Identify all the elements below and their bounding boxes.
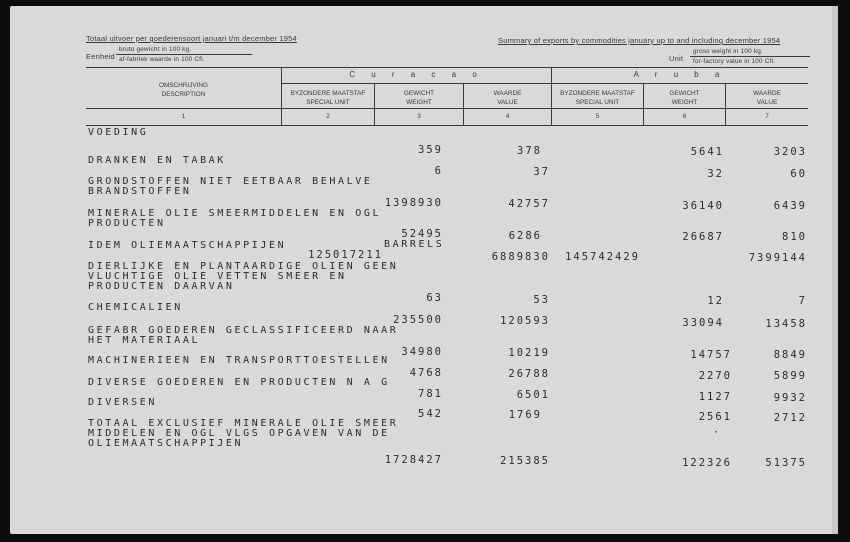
cell-curacao-weight: 34980 bbox=[401, 346, 443, 358]
column-weight-aruba: GEWICHT WEIGHT bbox=[669, 90, 700, 106]
row-description: TOTAAL EXCLUSIEF MINERALE OLIE SMEER bbox=[88, 418, 399, 429]
column-number-7: 7 bbox=[765, 113, 769, 120]
row-description: MIDDELEN EN OGL VLGS OPGAVEN VAN DE bbox=[88, 428, 390, 439]
row-description: DIVERSE GOEDEREN EN PRODUCTEN N A G bbox=[88, 377, 390, 388]
row-description: BRANDSTOFFEN bbox=[88, 186, 192, 197]
cell-aruba-weight: 36140 bbox=[682, 200, 724, 212]
unit-english-weight: gross weight in 100 kg. bbox=[693, 48, 763, 55]
row-description: PRODUCTEN bbox=[88, 218, 166, 229]
column-weight-curacao: GEWICHT WEIGHT bbox=[403, 90, 435, 106]
cell-aruba-weight: 5641 bbox=[690, 146, 724, 158]
row-description: GRONDSTOFFEN NIET EETBAAR BEHALVE bbox=[88, 176, 373, 187]
row-description: DIVERSEN bbox=[88, 397, 157, 408]
cell-aruba-value: 51375 bbox=[765, 457, 807, 469]
group-header-aruba: A r u b a bbox=[633, 70, 727, 79]
cell-curacao-value: 6286 bbox=[508, 230, 542, 242]
document-page bbox=[10, 6, 838, 534]
title-dutch: Totaal uitvoer per goederensoort januari t/m december 1954 bbox=[86, 34, 297, 43]
cell-aruba-value: 2712 bbox=[773, 412, 807, 424]
cell-aruba-value: 13458 bbox=[765, 318, 807, 330]
table-top-rule bbox=[86, 67, 808, 68]
unit-dutch-value: af-fabriek waarde in 100 Cfl. bbox=[119, 56, 205, 63]
column-special-unit-curacao: BYZONDERE MAATSTAF SPECIAL UNIT bbox=[290, 90, 366, 106]
row-description: PRODUCTEN DAARVAN bbox=[88, 281, 235, 292]
unit-label-dutch: Eenheid bbox=[86, 52, 115, 61]
cell-aruba-value: 7 bbox=[798, 295, 807, 307]
cell-curacao-weight: 235500 bbox=[393, 314, 443, 326]
stray-mark: · bbox=[713, 427, 720, 438]
row-description: MINERALE OLIE SMEERMIDDELEN EN OGL bbox=[88, 208, 382, 219]
column-number-1: 1 bbox=[181, 113, 186, 120]
cell-aruba-value: 810 bbox=[782, 231, 807, 243]
cell-aruba-weight: 1127 bbox=[698, 391, 732, 403]
row-description: CHEMICALIEN bbox=[88, 302, 183, 313]
row-description: IDEM OLIEMAATSCHAPPIJEN bbox=[88, 240, 287, 251]
cell-aruba-weight: 26687 bbox=[682, 231, 724, 243]
cell-curacao-weight: 542 bbox=[418, 408, 443, 420]
column-header-rule bbox=[86, 108, 808, 109]
cell-aruba-value: 6439 bbox=[773, 200, 807, 212]
cell-aruba-value: 7399144 bbox=[748, 252, 807, 264]
cell-curacao-value: 37 bbox=[533, 166, 550, 178]
cell-aruba-weight: 14757 bbox=[690, 349, 732, 361]
cell-curacao-value: 53 bbox=[533, 294, 550, 306]
column-number-3: 3 bbox=[417, 113, 421, 120]
cell-aruba-weight: 33094 bbox=[682, 317, 724, 329]
cell-curacao-weight: 52495 bbox=[401, 228, 443, 240]
cell-curacao-value: 378 bbox=[517, 145, 542, 157]
cell-aruba-value: 3203 bbox=[773, 146, 807, 158]
cell-curacao-weight: 63 bbox=[426, 292, 443, 304]
column-number-4: 4 bbox=[505, 113, 510, 120]
column-number-5: 5 bbox=[595, 113, 600, 120]
cell-aruba-weight: 32 bbox=[707, 168, 724, 180]
row-description: OLIEMAATSCHAPPIJEN bbox=[88, 438, 244, 449]
unit-dutch-weight: bruto gewicht in 100 kg. bbox=[119, 46, 192, 53]
cell-aruba-weight: 122326 bbox=[682, 457, 732, 469]
group-header-rule bbox=[282, 83, 808, 84]
column-description-header: OMSCHRIJVING DESCRIPTION bbox=[159, 82, 208, 98]
cell-curacao-weight: 1398930 bbox=[384, 197, 443, 209]
unit-english-value: for-factory value in 100 Cfl. bbox=[693, 58, 776, 65]
cell-curacao-weight: 4768 bbox=[409, 367, 443, 379]
cell-curacao-weight: 359 bbox=[418, 144, 443, 156]
column-number-6: 6 bbox=[682, 113, 687, 120]
column-value-aruba: WAARDE VALUE bbox=[753, 90, 781, 106]
cell-curacao-weight: 781 bbox=[418, 388, 443, 400]
cell-curacao-value: 215385 bbox=[500, 455, 550, 467]
row-description: DRANKEN EN TABAK bbox=[88, 155, 226, 166]
row-description: GEFABR GOEDEREN GECLASSIFICEERD NAAR bbox=[88, 325, 399, 336]
cell-curacao-value: 1769 bbox=[508, 409, 542, 421]
row-description: MACHINERIEEN EN TRANSPORTTOESTELLEN bbox=[88, 355, 390, 366]
cell-curacao-value: 26788 bbox=[508, 368, 550, 380]
cell-aruba-value: 8849 bbox=[773, 349, 807, 361]
cell-curacao-value: 6501 bbox=[516, 389, 550, 401]
group-header-curacao: C u r a c a o bbox=[349, 70, 484, 79]
row-unit: BARRELS bbox=[384, 239, 445, 250]
cell-aruba-weight: 12 bbox=[707, 295, 724, 307]
unit-label-english: Unit bbox=[669, 54, 684, 63]
cell-aruba-value: 9932 bbox=[773, 392, 807, 404]
row-description: HET MATERIAAL bbox=[88, 335, 201, 346]
column-number-rule bbox=[86, 125, 808, 126]
cell-aruba-value: 60 bbox=[790, 168, 807, 180]
cell-curacao-value: 6889830 bbox=[491, 251, 550, 263]
column-number-2: 2 bbox=[326, 113, 330, 120]
column-value-curacao: WAARDE VALUE bbox=[493, 90, 522, 106]
cell-curacao-value: 42757 bbox=[508, 198, 550, 210]
cell-curacao-special-unit: 125017211 bbox=[308, 249, 383, 261]
row-description: VLUCHTIGE OLIE VETTEN SMEER EN bbox=[88, 271, 347, 282]
cell-aruba-special-unit: 145742429 bbox=[565, 251, 640, 263]
cell-curacao-value: 10219 bbox=[508, 347, 550, 359]
cell-curacao-value: 120593 bbox=[500, 315, 550, 327]
cell-curacao-weight: 6 bbox=[434, 165, 443, 177]
cell-curacao-weight: 1728427 bbox=[384, 454, 443, 466]
row-description: DIERLIJKE EN PLANTAARDIGE OLIEN GEEN bbox=[88, 261, 399, 272]
column-special-unit-aruba: BYZONDERE MAATSTAF SPECIAL UNIT bbox=[560, 90, 635, 106]
unit-divider-right bbox=[690, 56, 810, 57]
title-english: Summary of exports by commodities january up to and including december 1954 bbox=[498, 36, 781, 45]
cell-aruba-weight: 2561 bbox=[698, 411, 732, 423]
row-description: VOEDING bbox=[88, 127, 149, 138]
unit-divider-left bbox=[116, 54, 252, 55]
cell-aruba-value: 5899 bbox=[773, 370, 807, 382]
cell-aruba-weight: 2270 bbox=[698, 370, 732, 382]
